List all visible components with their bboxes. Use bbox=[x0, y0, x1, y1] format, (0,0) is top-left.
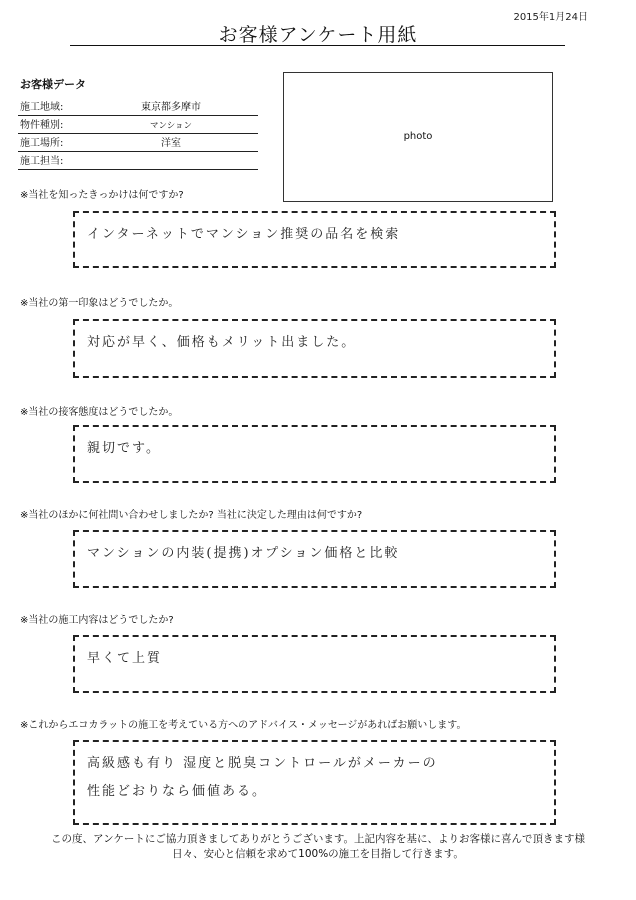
row-label: 物件種別: bbox=[20, 120, 64, 131]
answer-box-2 bbox=[73, 319, 556, 378]
row-label: 施工地域: bbox=[20, 102, 64, 113]
closing-line-2: 日々、安心と信頼を求めて100%の施工を目指して行きます。 bbox=[172, 848, 464, 860]
photo-label: photo bbox=[403, 131, 433, 142]
question-4: ※当社のほかに何社問い合わせしましたか? 当社に決定した理由は何ですか? bbox=[20, 510, 363, 521]
customer-row-property-type bbox=[18, 116, 258, 134]
question-1: ※当社を知ったきっかけは何ですか? bbox=[20, 190, 184, 201]
answer-text: 対応が早く、価格もメリット出ました。 bbox=[87, 335, 357, 350]
photo-placeholder bbox=[283, 72, 553, 202]
question-6: ※これからエコカラットの施工を考えている方へのアドバイス・メッセージがあればお願いします。 bbox=[20, 720, 467, 731]
customer-data-heading: お客様データ bbox=[20, 78, 86, 91]
row-label: 施工場所: bbox=[20, 138, 64, 149]
row-value: 東京都多摩市 bbox=[141, 102, 201, 113]
row-value: 洋室 bbox=[161, 138, 181, 149]
closing-line-1: この度、アンケートにご協力頂きましてありがとうございます。上記内容を基に、よりお客様に喜んで頂きます様 bbox=[50, 833, 586, 845]
closing-message bbox=[0, 832, 636, 862]
answer-box-3 bbox=[73, 425, 556, 483]
title-underline bbox=[70, 45, 565, 46]
survey-date: 2015年1月24日 bbox=[513, 12, 588, 23]
answer-text: 親切です。 bbox=[87, 441, 161, 456]
answer-text-line-1: 高級感も有り 湿度と脱臭コントロールがメーカーの bbox=[87, 756, 438, 771]
question-5: ※当社の施工内容はどうでしたか? bbox=[20, 615, 174, 626]
answer-box-1 bbox=[73, 211, 556, 268]
row-value: マンション bbox=[149, 121, 193, 131]
customer-row-location bbox=[18, 134, 258, 152]
answer-text: インターネットでマンション推奨の品名を検索 bbox=[87, 227, 401, 242]
answer-box-5 bbox=[73, 635, 556, 693]
page-title: お客様アンケート用紙 bbox=[218, 24, 418, 46]
customer-row-staff bbox=[18, 152, 258, 170]
question-3: ※当社の接客態度はどうでしたか。 bbox=[20, 407, 179, 418]
answer-box-6 bbox=[73, 740, 556, 825]
row-label: 施工担当: bbox=[20, 156, 64, 167]
answer-text: 早くて上質 bbox=[87, 651, 163, 666]
question-2: ※当社の第一印象はどうでしたか。 bbox=[20, 298, 179, 309]
answer-box-4 bbox=[73, 530, 556, 588]
answer-text: マンションの内装(提携)オプション価格と比較 bbox=[87, 546, 400, 561]
customer-row-area bbox=[18, 98, 258, 116]
answer-text-line-2: 性能どおりなら価値ある。 bbox=[87, 784, 268, 799]
